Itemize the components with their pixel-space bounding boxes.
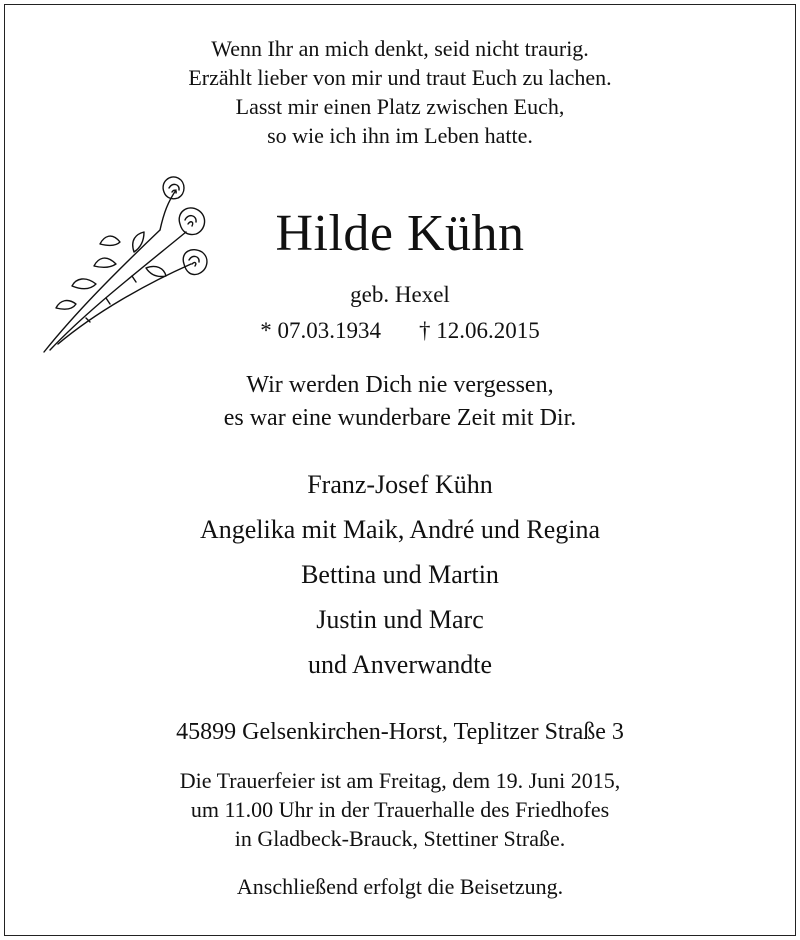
- family-member: Angelika mit Maik, André und Regina: [199, 515, 601, 544]
- birth-name: geb. Hexel: [350, 282, 450, 307]
- burial-note: Anschließend erfolgt die Beisetzung.: [236, 874, 564, 899]
- quote-line: Wir werden Dich nie vergessen,: [246, 372, 554, 398]
- poem: [0, 34, 800, 150]
- family-member: Justin und Marc: [316, 605, 484, 634]
- birth-date: * 07.03.1934: [260, 318, 381, 343]
- service-line: in Gladbeck-Brauck, Stettiner Straße.: [234, 826, 566, 851]
- poem-line: Wenn Ihr an mich denkt, seid nicht traurig.: [211, 36, 589, 61]
- deceased-name: Hilde Kühn: [275, 205, 525, 262]
- family-member: Bettina und Martin: [301, 560, 499, 589]
- poem-line: so wie ich ihn im Leben hatte.: [267, 123, 533, 148]
- poem-line: Lasst mir einen Platz zwischen Euch,: [235, 94, 565, 119]
- funeral-service-info: [0, 766, 800, 853]
- family-member: und Anverwandte: [307, 650, 493, 679]
- family-list: [0, 462, 800, 687]
- service-line: um 11.00 Uhr in der Trauerhalle des Friedhofes: [190, 797, 610, 822]
- poem-line: Erzählt lieber von mir und traut Euch zu lachen.: [188, 65, 612, 90]
- rose-bloom-top: [163, 177, 184, 199]
- quote-line: es war eine wunderbare Zeit mit Dir.: [223, 405, 577, 431]
- remembrance-quote: [0, 369, 800, 435]
- family-address: 45899 Gelsenkirchen-Horst, Teplitzer Straße 3: [176, 719, 624, 745]
- family-member: Franz-Josef Kühn: [307, 470, 493, 499]
- death-date: † 12.06.2015: [419, 318, 540, 343]
- service-line: Die Trauerfeier ist am Freitag, dem 19. Juni 2015,: [179, 768, 621, 793]
- life-dates: [150, 314, 650, 348]
